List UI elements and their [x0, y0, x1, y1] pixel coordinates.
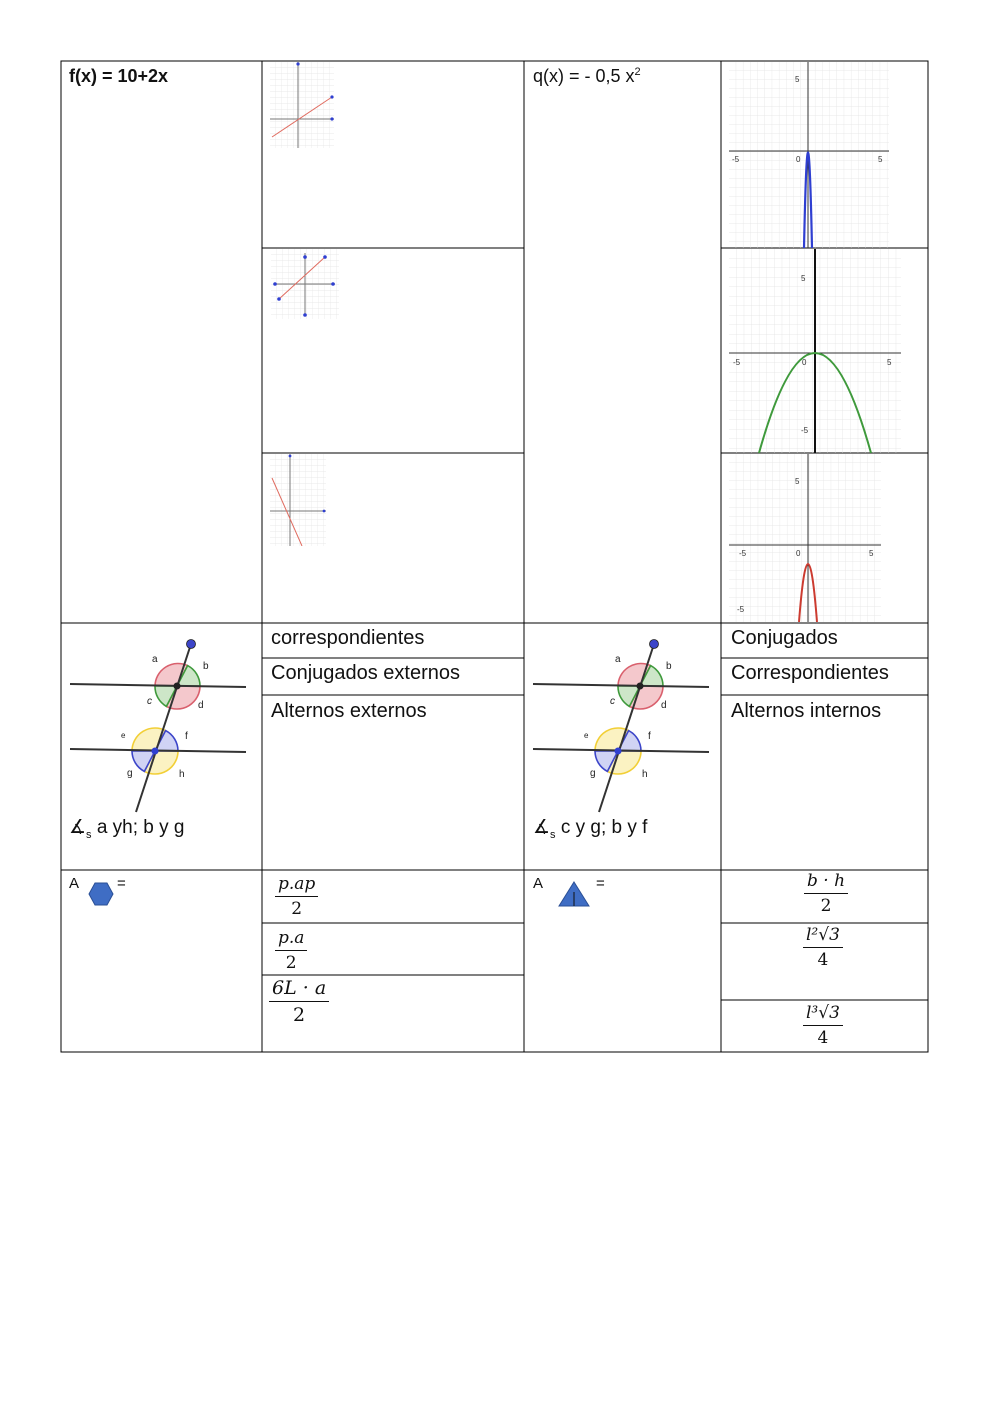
angle-label-f: f	[185, 731, 188, 742]
tick-label: 0	[796, 549, 801, 558]
parabola-graph-option-1[interactable]	[729, 62, 889, 248]
angle-label-e: e	[584, 731, 589, 740]
formula-option-l3-root3[interactable]: $\frac{\text{l³√3}}{4}$	[803, 1005, 843, 1047]
triangle-icon	[557, 880, 591, 908]
area-label-right: A	[533, 875, 544, 892]
option-correspondientes-right[interactable]: Correspondientes	[731, 662, 889, 684]
equals-left: =	[117, 875, 126, 892]
angle-label-d: d	[198, 700, 204, 711]
tick-label: -5	[801, 426, 809, 435]
angle-label-h: h	[642, 769, 648, 780]
parabola-graph-option-3[interactable]	[729, 454, 881, 622]
angle-label-a: a	[615, 654, 621, 665]
tick-label: -5	[732, 155, 740, 164]
tick-label: -5	[737, 605, 745, 614]
option-alternos-internos[interactable]: Alternos internos	[731, 700, 882, 722]
angle-label-d: d	[661, 700, 667, 711]
angle-label-f: f	[648, 731, 651, 742]
angle-pair-left: $∡_s$ a yh; b y g	[69, 817, 185, 841]
tick-label: 0	[796, 155, 801, 164]
hexagon-icon	[88, 881, 114, 907]
tick-label: 5	[869, 549, 874, 558]
equals-right: =	[596, 875, 605, 892]
tick-label: 5	[887, 358, 892, 367]
linear-graph-option-1[interactable]	[270, 62, 334, 148]
tick-label: -5	[733, 358, 741, 367]
parallel-lines-diagram-left	[66, 632, 252, 816]
tick-label: 5	[795, 477, 800, 486]
linear-graph-option-2[interactable]	[271, 249, 339, 319]
angle-label-g: g	[590, 768, 596, 779]
angle-label-b: b	[666, 661, 672, 672]
tick-label: -5	[739, 549, 747, 558]
tick-label: 5	[801, 274, 806, 283]
option-alternos-externos[interactable]: Alternos externos	[271, 700, 427, 722]
angle-label-c: c	[610, 696, 615, 707]
angle-label-g: g	[127, 768, 133, 779]
linear-graph-option-3[interactable]	[270, 454, 326, 546]
angle-label-h: h	[179, 769, 185, 780]
angle-label-b: b	[203, 661, 209, 672]
tick-label: 0	[802, 358, 807, 367]
tick-label: 5	[795, 75, 800, 84]
quadratic-function-label: q(x) = - 0,5 $x^2$	[533, 66, 641, 86]
angle-label-c: c	[147, 696, 152, 707]
formula-option-l2-root3[interactable]: $\frac{\text{l²√3}}{4}$	[803, 927, 843, 969]
option-correspondientes[interactable]: correspondientes	[271, 627, 425, 649]
tick-label: 5	[878, 155, 883, 164]
formula-option-p-ap[interactable]: $\frac{p.ap}{2}$	[275, 876, 318, 918]
formula-option-b-h[interactable]: $\frac{b \cdot h}{2}$	[804, 873, 848, 915]
formula-option-6l-a[interactable]: $\frac{6L \cdot a}{2}$	[269, 979, 329, 1025]
parabola-graph-option-2[interactable]	[729, 249, 901, 453]
area-label-left: A	[69, 875, 80, 892]
formula-option-p-a[interactable]: $\frac{p.a}{2}$	[275, 930, 307, 972]
angle-pair-right: $∡_s$ c y g; b y f	[533, 817, 648, 841]
parallel-lines-diagram-right	[529, 632, 715, 816]
option-conjugados-externos[interactable]: Conjugados externos	[271, 662, 461, 684]
angle-label-a: a	[152, 654, 158, 665]
linear-function-label: f(x) = 10+2x	[69, 66, 169, 86]
option-conjugados[interactable]: Conjugados	[731, 627, 838, 649]
angle-label-e: e	[121, 731, 126, 740]
